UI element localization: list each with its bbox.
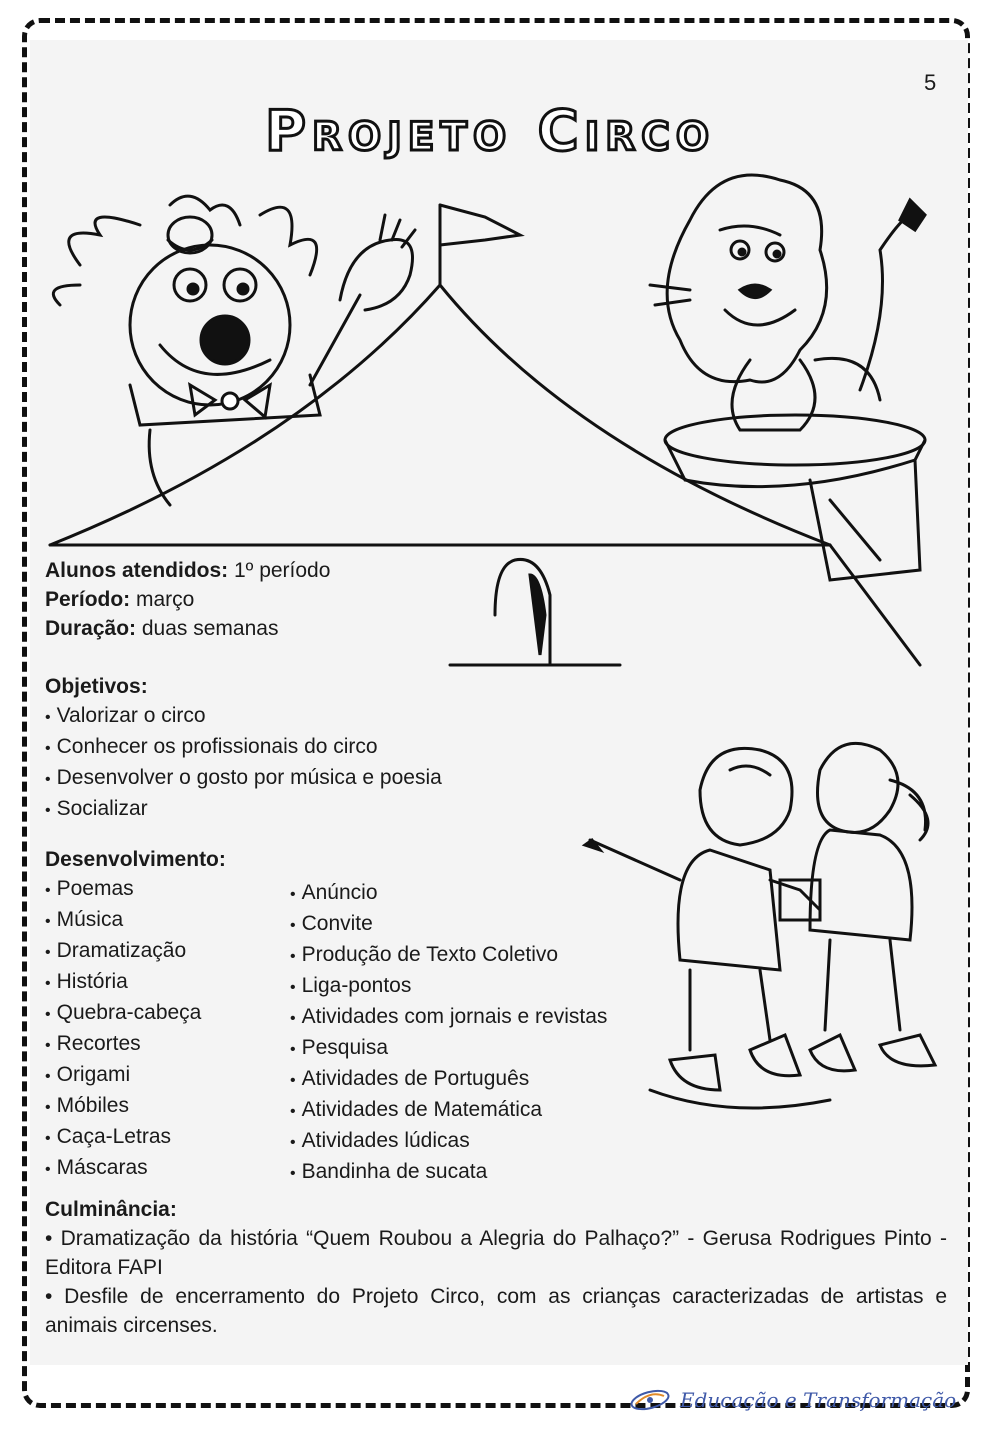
periodo-row	[45, 585, 330, 614]
alunos-value: 1º período	[228, 559, 331, 582]
desenvolvimento-item: • Atividades de Português	[290, 1064, 607, 1095]
desenvolvimento-heading: Desenvolvimento:	[45, 848, 226, 871]
desenvolvimento-item: • Móbiles	[45, 1091, 226, 1122]
lion-illustration	[630, 160, 950, 590]
objetivo-item: • Valorizar o circo	[45, 701, 442, 732]
desenvolvimento-item: • História	[45, 967, 226, 998]
desenvolvimento-item: • Pesquisa	[290, 1033, 607, 1064]
desenvolvimento-item: • Dramatização	[45, 936, 226, 967]
desenvolvimento-item: • Caça-Letras	[45, 1122, 226, 1153]
culminancia-item: • Desfile de encerramento do Projeto Circo, com as crianças caracterizadas de artistas e animais circenses.	[45, 1285, 947, 1337]
brand-footer	[628, 1386, 956, 1414]
objetivos-section	[45, 672, 442, 825]
desenvolvimento-item: • Recortes	[45, 1029, 226, 1060]
objetivos-heading: Objetivos:	[45, 675, 148, 698]
desenvolvimento-item: • Liga-pontos	[290, 971, 607, 1002]
page-number: 5	[924, 70, 937, 95]
desenvolvimento-item: • Máscaras	[45, 1153, 226, 1184]
desenvolvimento-item: • Bandinha de sucata	[290, 1157, 607, 1188]
desenvolvimento-item: • Música	[45, 905, 226, 936]
project-info	[45, 556, 330, 643]
desenvolvimento-item: • Quebra-cabeça	[45, 998, 226, 1029]
culminancia-section	[45, 1195, 947, 1340]
objetivo-item: • Conhecer os profissionais do circo	[45, 732, 442, 763]
objetivo-item: • Socializar	[45, 794, 442, 825]
desenvolvimento-item: • Convite	[290, 909, 607, 940]
desenvolvimento-item: • Poemas	[45, 874, 226, 905]
desenvolvimento-item: • Anúncio	[290, 878, 607, 909]
culminancia-item: • Dramatização da história “Quem Roubou a Alegria do Palhaço?” - Gerusa Rodrigues Pinto - Editora FAPI	[45, 1227, 947, 1279]
alunos-label: Alunos atendidos:	[45, 559, 229, 582]
brand-logo-icon	[628, 1386, 672, 1414]
duracao-label: Duração:	[45, 617, 137, 640]
desenvolvimento-column-2	[290, 878, 607, 1188]
desenvolvimento-item: • Origami	[45, 1060, 226, 1091]
objetivo-item: • Desenvolver o gosto por música e poesia	[45, 763, 442, 794]
children-illustration	[580, 730, 950, 1130]
periodo-label: Período:	[45, 588, 131, 611]
periodo-value: março	[130, 588, 195, 611]
alunos-row	[45, 556, 330, 585]
desenvolvimento-item: • Produção de Texto Coletivo	[290, 940, 607, 971]
title-text: Projeto Circo	[264, 99, 716, 164]
brand-name: Educação e Transformação	[680, 1388, 957, 1412]
desenvolvimento-item: • Atividades com jornais e revistas	[290, 1002, 607, 1033]
desenvolvimento-item: • Atividades lúdicas	[290, 1126, 607, 1157]
duracao-row	[45, 614, 330, 643]
culminancia-heading: Culminância:	[45, 1198, 177, 1221]
desenvolvimento-section	[45, 845, 226, 1184]
duracao-value: duas semanas	[136, 617, 279, 640]
desenvolvimento-item: • Atividades de Matemática	[290, 1095, 607, 1126]
